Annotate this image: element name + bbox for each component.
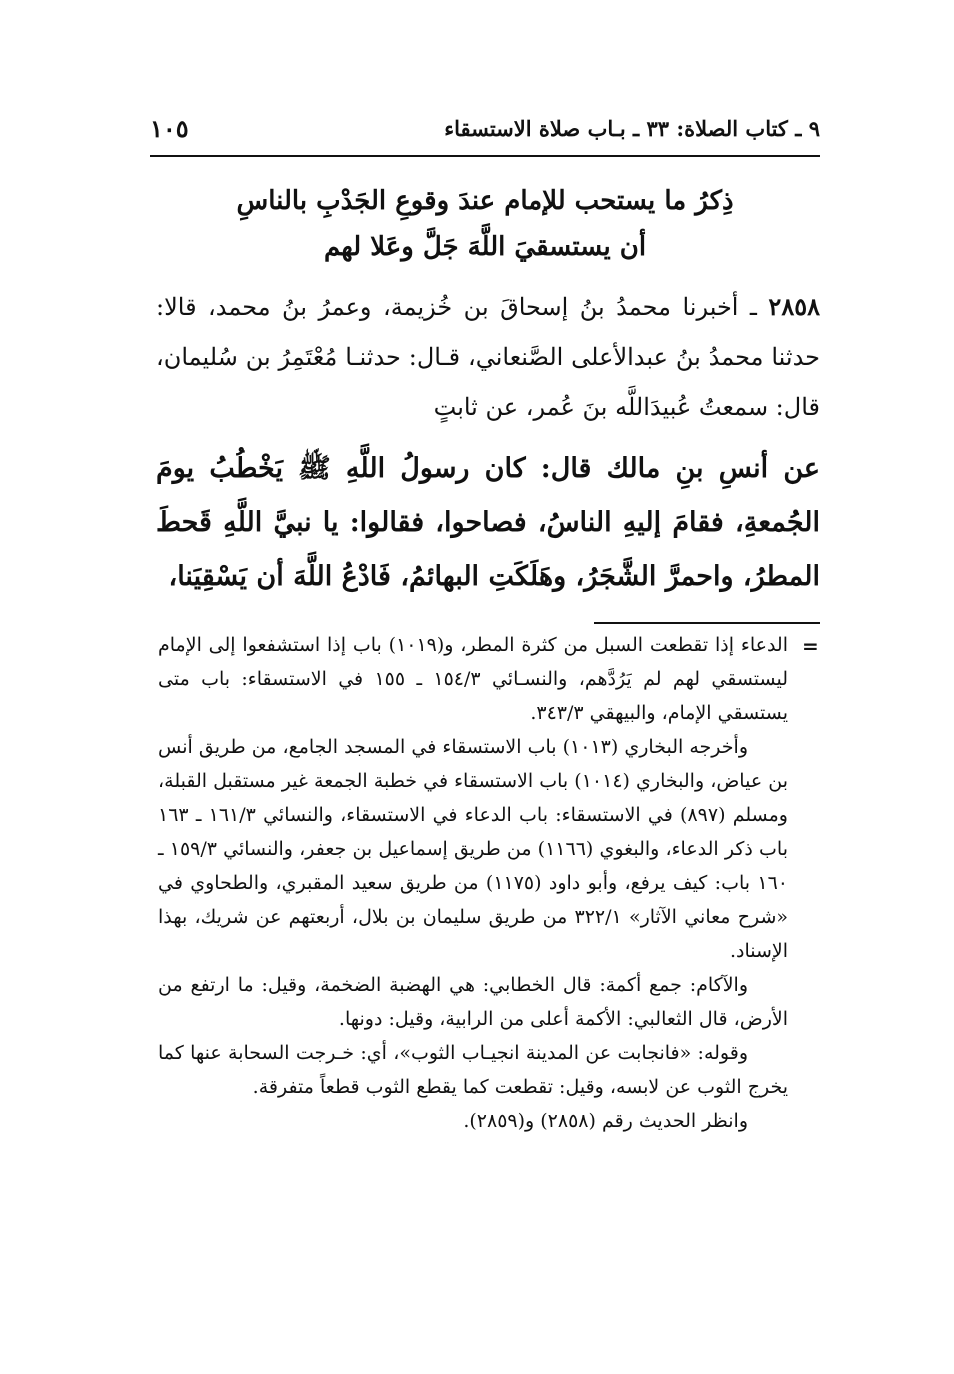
chapter-title-line-1: ذِكرُ ما يستحب للإمام عندَ وقوعِ الجَدْبِ بالناسِ — [236, 186, 734, 216]
chapter-title-line-2: أن يستسقيَ اللَّهَ جَلَّ وعَلا لهم — [323, 232, 647, 262]
hadith-block — [156, 282, 820, 604]
footnote-divider — [594, 622, 820, 624]
footnote-paragraph: وقوله: «فانجابت عن المدينة انجيـاب الثوب»، أي: خـرجت السحابة عنها كما يخرج الثوب عن لابسه، وقيل: تقطعت كما يقطع الثوب قطعاً متفرقة. — [158, 1042, 788, 1098]
footnote-paragraph: الدعاء إذا تقطعت السبل من كثرة المطر، و(١٠١٩) باب إذا استشفعوا إلى الإمام ليستسقي لهم لم يَرُدَّهم، والنسـائي ١٥٤/٣ ـ ١٥٥ في الاستسقاء: باب متى يستسقي الإمام، والبيهقي ٣٤٣/٣. — [158, 634, 788, 724]
footnotes — [158, 628, 788, 1138]
page-header — [150, 112, 820, 148]
footnote-paragraph: وأخرجه البخاري (١٠١٣) باب الاستسقاء في المسجد الجامع، من طريق أنس بن عياض، والبخاري (١٠١٤) باب الاستسقاء في خطبة الجمعة غير مستقبل القبلة، ومسلم (٨٩٧) في الاستسقاء: باب الدعاء في الاستسقاء، والنسائي ١٦١/٣ ـ ١٦٣ باب ذكر الدعاء، والبغوي (١١٦٦) من طريق إسماعيل بن جعفر، والنسائي ١٥٩/٣ ـ ١٦٠ باب: كيف يرفع، وأبو داود (١١٧٥) من طريق سعيد المقبري، والطحاوي في «شرح معاني الآثار» ٣٢٢/١ من طريق سليمان بن بلال، أربعتهم عن شريك، بهذا الإسناد. — [158, 736, 789, 962]
running-title: ٩ ـ كتاب الصلاة: ٣٣ ـ بـاب صلاة الاستسقاء — [444, 116, 820, 141]
page-number: ١٠٥ — [150, 114, 189, 143]
hadith-number: ٢٨٥٨ — [768, 292, 820, 321]
hadith-isnad — [156, 282, 820, 432]
footnote-continuation-mark: = — [802, 634, 819, 658]
chapter-title — [150, 178, 820, 270]
footnote-paragraph: وانظر الحديث رقم (٢٨٥٨) و(٢٨٥٩). — [463, 1110, 748, 1132]
hadith-matn: عن أنسِ بنِ مالك قال: كان رسولُ اللَّهِ ﷺ يَخْطُبُ يومَ الجُمعةِ، فقامَ إليهِ الناسُ، فصاحوا، فقالوا: يا نبيَّ اللَّهِ قَحطَ المطرُ، واحمرَّ الشَّجَرُ، وهَلَكَتِ البهائمُ، فَادْعُ اللَّهَ أن يَسْقِيَنا، — [156, 453, 820, 592]
isnad-text: ـ أخبرنا محمدُ بنُ إسحاقَ بن خُزيمة، وعمرُ بنُ محمد، قالا: حدثنا محمدُ بنُ عبدالأعلى الصَّنعاني، قـال: حدثنـا مُعْتَمِرُ بن سُليمان، قال: سمعتُ عُبيدَاللَّه بنَ عُمر، عن ثابتٍ — [156, 293, 820, 421]
header-divider — [150, 155, 820, 157]
footnote-paragraph: والآكام: جمع أكمة: قال الخطابي: هي الهضبة الضخمة، وقيل: ما ارتفع من الأرض، قال الثعالبي: الأكمة أعلى من الرابية، وقيل: دونها. — [158, 974, 788, 1030]
